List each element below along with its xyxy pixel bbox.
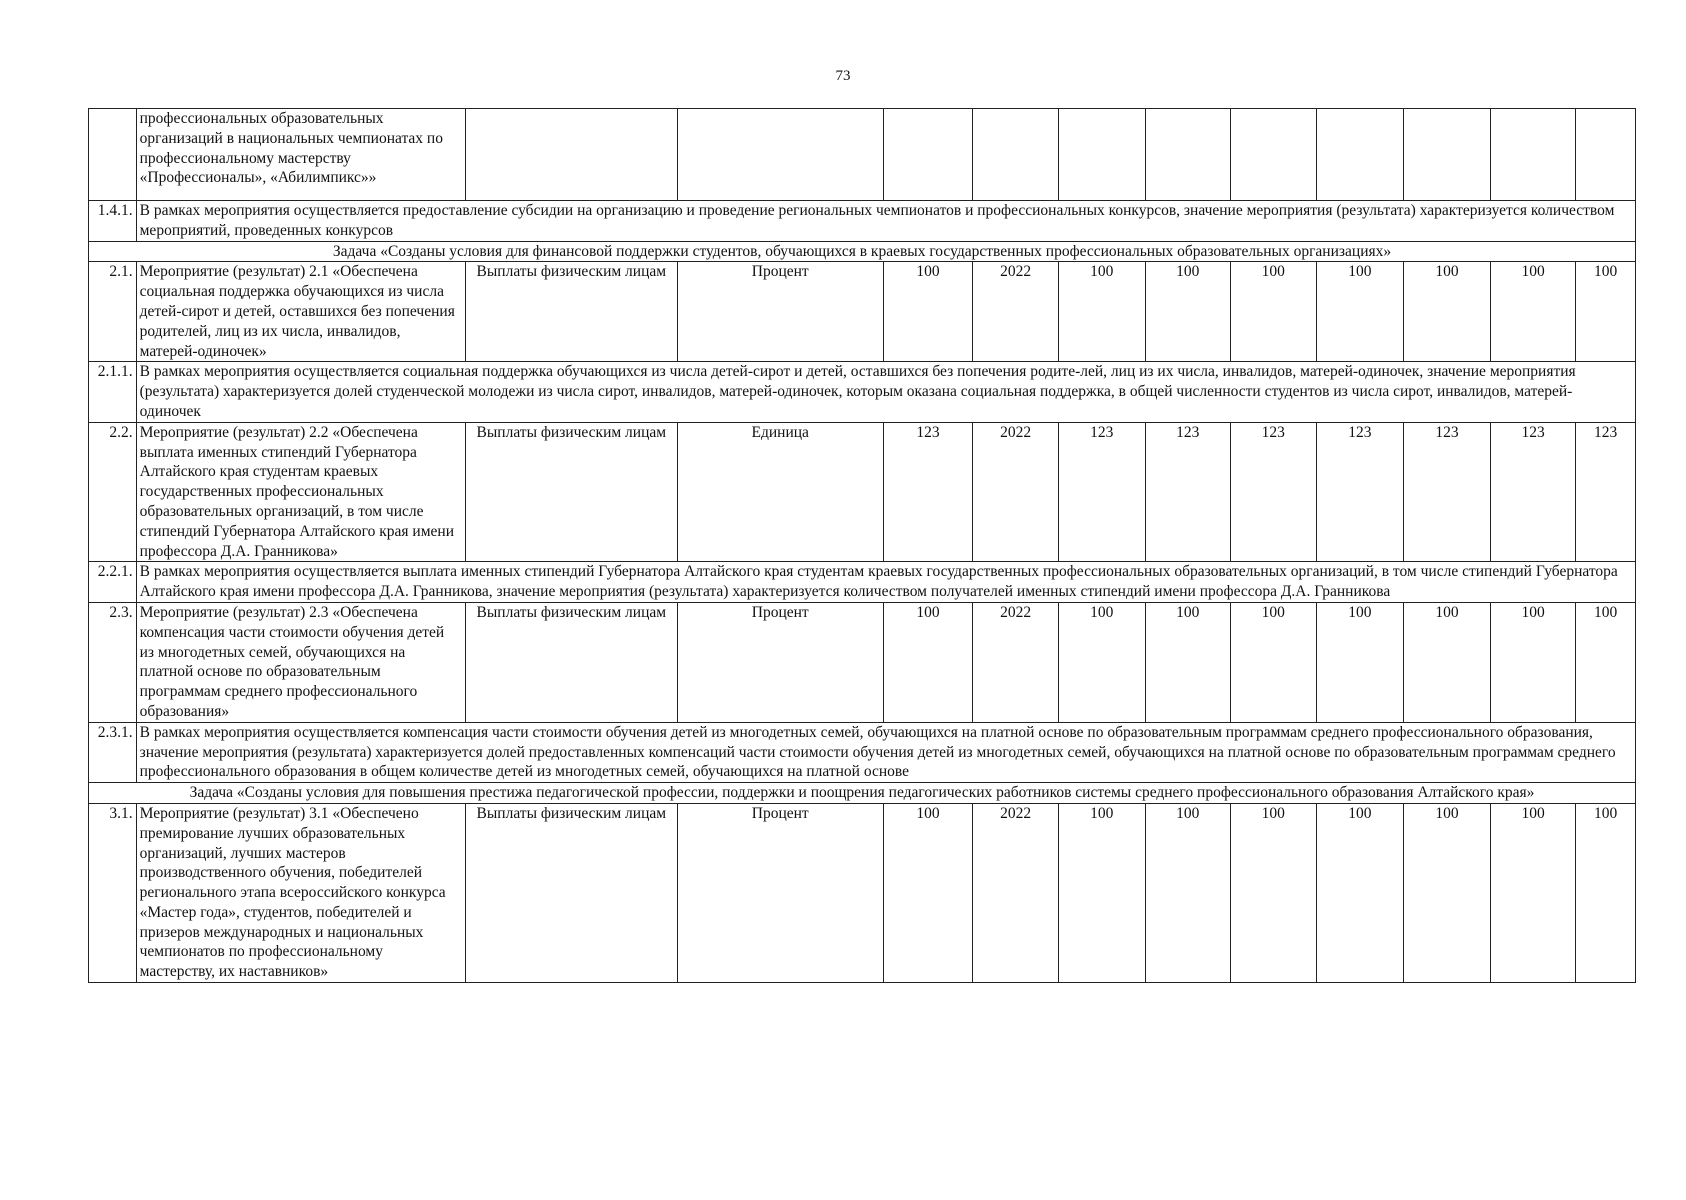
base-year: 2022 bbox=[973, 262, 1059, 362]
task-title: Задача «Созданы условия для повышения престижа педагогической профессии, поддержки и поощрения педагогических работников системы среднего профессионального образования Алтайского края» bbox=[89, 783, 1636, 804]
year-value: 123 bbox=[1316, 422, 1404, 562]
year-value: 123 bbox=[1145, 422, 1231, 562]
year-value: 123 bbox=[1490, 422, 1576, 562]
task-row bbox=[89, 241, 1636, 262]
base-value: 123 bbox=[883, 422, 973, 562]
unit: Процент bbox=[677, 602, 883, 722]
year-value: 123 bbox=[1404, 422, 1491, 562]
unit: Процент bbox=[677, 262, 883, 362]
row-number bbox=[89, 109, 137, 201]
year-value: 100 bbox=[1058, 803, 1145, 982]
measure-description: В рамках мероприятия осуществляется предоставление субсидии на организацию и проведение региональных чемпионатов и профессиональных конкурсов, значение мероприятия (результата) характеризуется количеством мероприятий, проведенных конкурсов bbox=[136, 201, 1635, 242]
base-year: 2022 bbox=[973, 602, 1059, 722]
row-number: 1.4.1. bbox=[89, 201, 137, 242]
year-value: 123 bbox=[1576, 422, 1636, 562]
base-year: 2022 bbox=[973, 803, 1059, 982]
measure-type: Выплаты физическим лицам bbox=[465, 803, 677, 982]
table-row-note bbox=[89, 562, 1636, 603]
year-value: 100 bbox=[1576, 803, 1636, 982]
year-value: 100 bbox=[1404, 803, 1491, 982]
measure-type: Выплаты физическим лицам bbox=[465, 422, 677, 562]
base-value: 100 bbox=[883, 262, 973, 362]
unit: Единица bbox=[677, 422, 883, 562]
table-row bbox=[89, 803, 1636, 982]
year-value: 100 bbox=[1490, 262, 1576, 362]
measure-type: Выплаты физическим лицам bbox=[465, 602, 677, 722]
task-title: Задача «Созданы условия для финансовой поддержки студентов, обучающихся в краевых государственных профессиональных образовательных организациях» bbox=[89, 241, 1636, 262]
table-row-note bbox=[89, 201, 1636, 242]
measure-description: В рамках мероприятия осуществляется социальная поддержка обучающихся из числа детей-сирот и детей, оставшихся без попечения родите-лей, лиц из их числа, инвалидов, матерей-одиночек, значение мероприятия (результата) характеризуется долей студенческой молодежи из числа сирот, инвалидов, матерей-одиночек, которым оказана социальная поддержка, в общей численности студентов из числа сирот, инвалидов, матерей-одиночек bbox=[136, 362, 1635, 422]
measures-table bbox=[88, 108, 1636, 983]
year-value: 100 bbox=[1316, 262, 1404, 362]
measure-name: профессиональных образовательных организаций в национальных чемпионатах по профессиональному мастерству «Профессионалы», «Абилимпикс»» bbox=[136, 109, 465, 201]
base-value: 100 bbox=[883, 602, 973, 722]
base-value: 100 bbox=[883, 803, 973, 982]
year-value: 100 bbox=[1231, 262, 1317, 362]
year-value: 100 bbox=[1145, 602, 1231, 722]
year-value: 100 bbox=[1145, 803, 1231, 982]
unit: Процент bbox=[677, 803, 883, 982]
year-value: 100 bbox=[1231, 803, 1317, 982]
year-value: 100 bbox=[1490, 803, 1576, 982]
year-value: 100 bbox=[1576, 262, 1636, 362]
year-value: 100 bbox=[1316, 803, 1404, 982]
task-row bbox=[89, 783, 1636, 804]
row-number: 2.1. bbox=[89, 262, 137, 362]
table-row bbox=[89, 602, 1636, 722]
table-row bbox=[89, 422, 1636, 562]
measure-name: Мероприятие (результат) 2.2 «Обеспечена выплата именных стипендий Губернатора Алтайского края студентам краевых государственных профессиональных образовательных организаций, в том числе стипендий Губернатора Алтайского края имени профессора Д.А. Гранникова» bbox=[136, 422, 465, 562]
year-value: 100 bbox=[1058, 262, 1145, 362]
year-value: 123 bbox=[1058, 422, 1145, 562]
row-number: 2.2.1. bbox=[89, 562, 137, 603]
year-value: 100 bbox=[1404, 602, 1491, 722]
year-value: 100 bbox=[1316, 602, 1404, 722]
table-row-note bbox=[89, 722, 1636, 782]
row-number: 2.3. bbox=[89, 602, 137, 722]
measure-name: Мероприятие (результат) 3.1 «Обеспечено премирование лучших образовательных организаций, лучших мастеров производственного обучения, победителей регионального этапа всероссийского конкурса «Мастер года», студентов, победителей и призеров международных и национальных чемпионатов по профессиональному мастерству, их наставников» bbox=[136, 803, 465, 982]
measure-description: В рамках мероприятия осуществляется выплата именных стипендий Губернатора Алтайского края студентам краевых государственных профессиональных образовательных организаций, в том числе стипендий Губернатора Алтайского края имени профессора Д.А. Гранникова, значение мероприятия (результата) характеризуется количеством получателей именных стипендий имени профессора Д.А. Гранникова bbox=[136, 562, 1635, 603]
measure-name: Мероприятие (результат) 2.3 «Обеспечена компенсация части стоимости обучения детей из многодетных семей, обучающихся на платной основе по образовательным программам среднего профессионального образования» bbox=[136, 602, 465, 722]
year-value: 100 bbox=[1145, 262, 1231, 362]
year-value: 100 bbox=[1404, 262, 1491, 362]
table-row bbox=[89, 109, 1636, 201]
table-row-note bbox=[89, 362, 1636, 422]
table-row bbox=[89, 262, 1636, 362]
year-value: 100 bbox=[1576, 602, 1636, 722]
measure-name: Мероприятие (результат) 2.1 «Обеспечена социальная поддержка обучающихся из числа детей-сирот и детей, оставшихся без попечения родителей, лиц из их числа, инвалидов, матерей-одиночек» bbox=[136, 262, 465, 362]
row-number: 2.1.1. bbox=[89, 362, 137, 422]
measure-description: В рамках мероприятия осуществляется компенсация части стоимости обучения детей из многодетных семей, обучающихся на платной основе по образовательным программам среднего профессионального образования, значение мероприятия (результата) характеризуется долей предоставленных компенсаций части стоимости обучения детей из многодетных семей, обучающихся на платной основе по образовательным программам среднего профессионального образования в общем количестве детей из многодетных семей, обучающихся на платной основе bbox=[136, 722, 1635, 782]
row-number: 3.1. bbox=[89, 803, 137, 982]
year-value: 100 bbox=[1231, 602, 1317, 722]
row-number: 2.3.1. bbox=[89, 722, 137, 782]
row-number: 2.2. bbox=[89, 422, 137, 562]
page-number: 73 bbox=[835, 68, 851, 84]
year-value: 123 bbox=[1231, 422, 1317, 562]
year-value: 100 bbox=[1058, 602, 1145, 722]
base-year: 2022 bbox=[973, 422, 1059, 562]
year-value: 100 bbox=[1490, 602, 1576, 722]
measure-type: Выплаты физическим лицам bbox=[465, 262, 677, 362]
